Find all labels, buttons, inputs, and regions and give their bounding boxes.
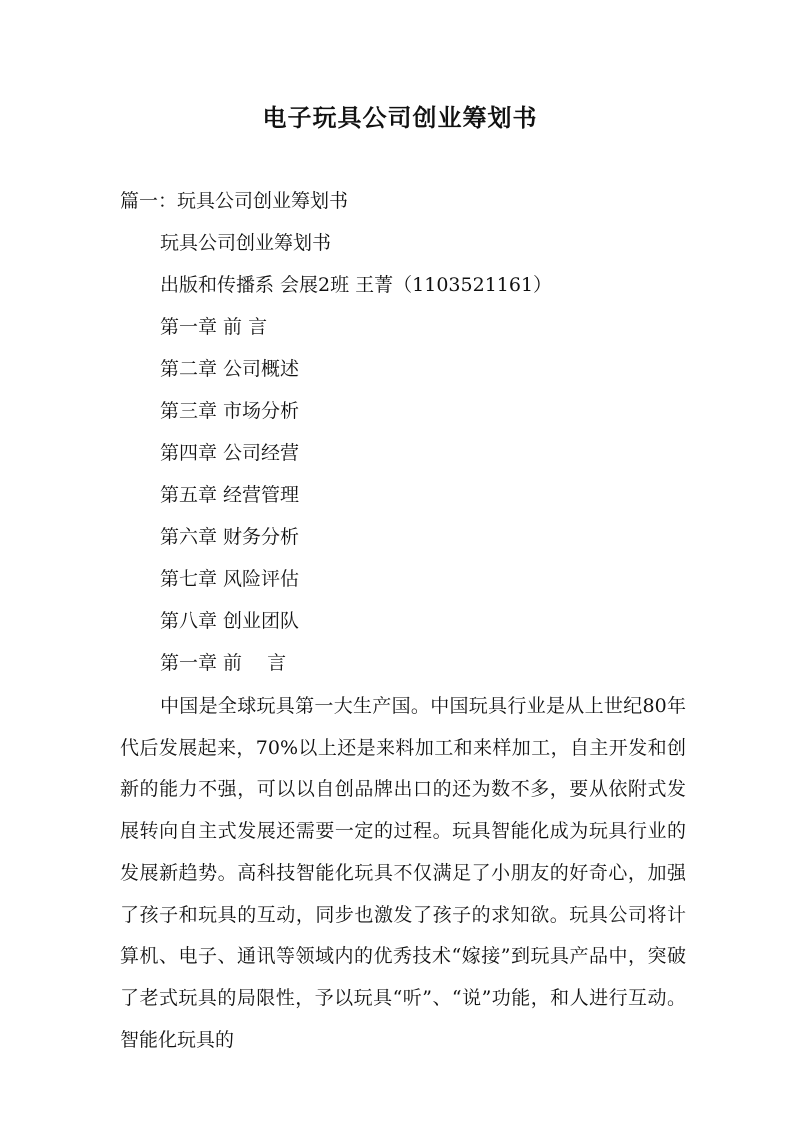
- toc-item-chapter-8: 第八章 创业团队: [160, 610, 300, 632]
- toc-item-chapter-1: 第一章 前 言: [160, 316, 268, 338]
- toc-item-chapter-3: 第三章 市场分析: [160, 400, 300, 422]
- document-title: 电子玩具公司创业筹划书: [262, 103, 538, 132]
- toc-item-chapter-7: 第七章 风险评估: [160, 568, 300, 590]
- toc-item-chapter-2: 第二章 公司概述: [160, 358, 300, 380]
- chapter-1-heading: 第一章 前 言: [160, 652, 287, 674]
- toc-item-chapter-5: 第五章 经营管理: [160, 484, 300, 506]
- subtitle-line: 玩具公司创业筹划书: [160, 232, 332, 254]
- section-heading: 篇一：玩具公司创业筹划书: [120, 190, 349, 212]
- body-paragraph: 中国是全球玩具第一大生产国。中国玩具行业是从上世纪80年代后发展起来，70%以上还是来料加工和来样加工，自主开发和创新的能力不强，可以以自创品牌出口的还为数不多，要从依附式发展转向自主式发展还需要一定的过程。玩具智能化成为玩具行业的发展新趋势。高科技智能化玩具不仅满足了小朋友的好奇心，加强了孩子和玩具的互动，同步也激发了孩子的求知欲。玩具公司将计算机、电子、通讯等领域内的优秀技术“嫁接”到玩具产品中，突破了老式玩具的局限性，予以玩具“听”、“说”功能，和人进行互动。智能化玩具的: [120, 695, 686, 1051]
- author-line: 出版和传播系 会展2班 王菁（1103521161）: [160, 274, 553, 296]
- toc-item-chapter-4: 第四章 公司经营: [160, 442, 300, 464]
- toc-item-chapter-6: 第六章 财务分析: [160, 526, 300, 548]
